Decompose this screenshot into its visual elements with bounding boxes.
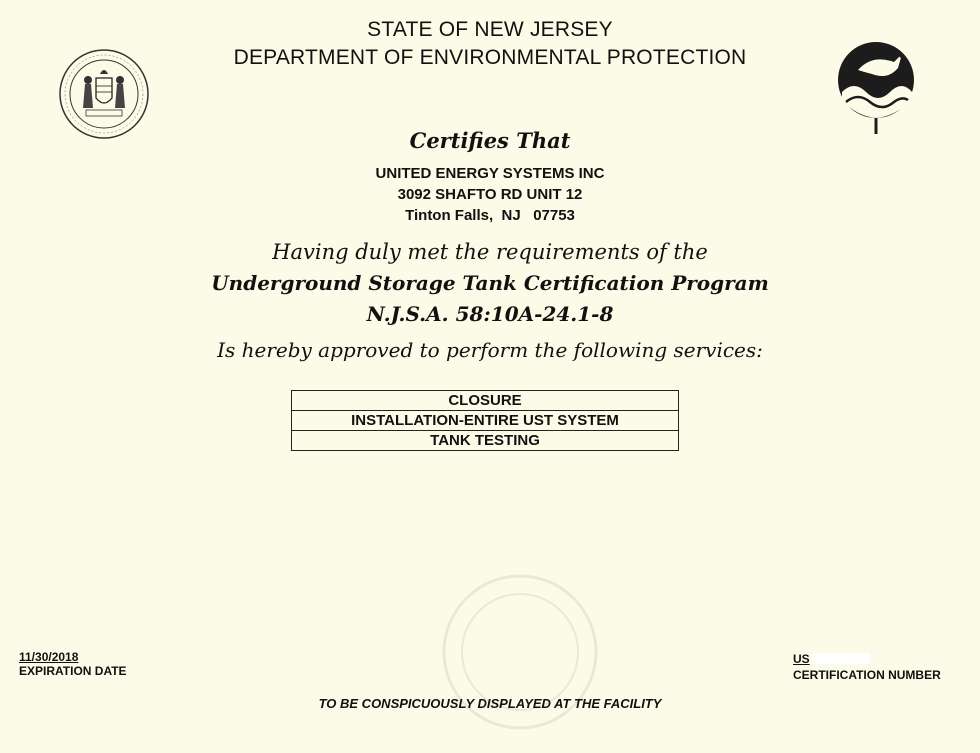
expiration-date: 11/30/2018: [19, 650, 79, 664]
service-item: CLOSURE: [292, 391, 679, 411]
requirements-intro: Having duly met the requirements of the: [272, 240, 708, 264]
certification-prefix: US: [793, 652, 810, 666]
service-item: INSTALLATION-ENTIRE UST SYSTEM: [292, 411, 679, 431]
company-city-line: [0, 205, 980, 226]
service-item: TANK TESTING: [292, 431, 679, 451]
service-row: [292, 411, 679, 431]
header-state: STATE OF NEW JERSEY: [367, 18, 613, 41]
statute-citation: N.J.S.A. 58:10A-24.1-8: [366, 302, 614, 326]
header-department: DEPARTMENT OF ENVIRONMENTAL PROTECTION: [233, 46, 747, 69]
certifies-that-heading: Certifies That: [409, 128, 571, 153]
display-notice: TO BE CONSPICUOUSLY DISPLAYED AT THE FACILITY: [318, 696, 662, 711]
company-city-state: Tinton Falls, NJ: [405, 207, 521, 224]
service-row: [292, 431, 679, 451]
company-name: UNITED ENERGY SYSTEMS INC: [375, 165, 605, 182]
program-name: Underground Storage Tank Certification Program: [211, 271, 769, 295]
redacted-number: [812, 653, 870, 664]
certification-number-line: [793, 650, 941, 668]
certification-block: [793, 650, 941, 682]
services-table: [291, 390, 679, 451]
company-zip: 07753: [533, 207, 575, 224]
expiration-label: EXPIRATION DATE: [19, 664, 127, 678]
expiration-block: [19, 650, 127, 678]
company-street: 3092 SHAFTO RD UNIT 12: [397, 186, 583, 203]
certification-label: CERTIFICATION NUMBER: [793, 668, 941, 682]
service-row: [292, 391, 679, 411]
approved-statement: Is hereby approved to perform the following services:: [217, 338, 763, 362]
